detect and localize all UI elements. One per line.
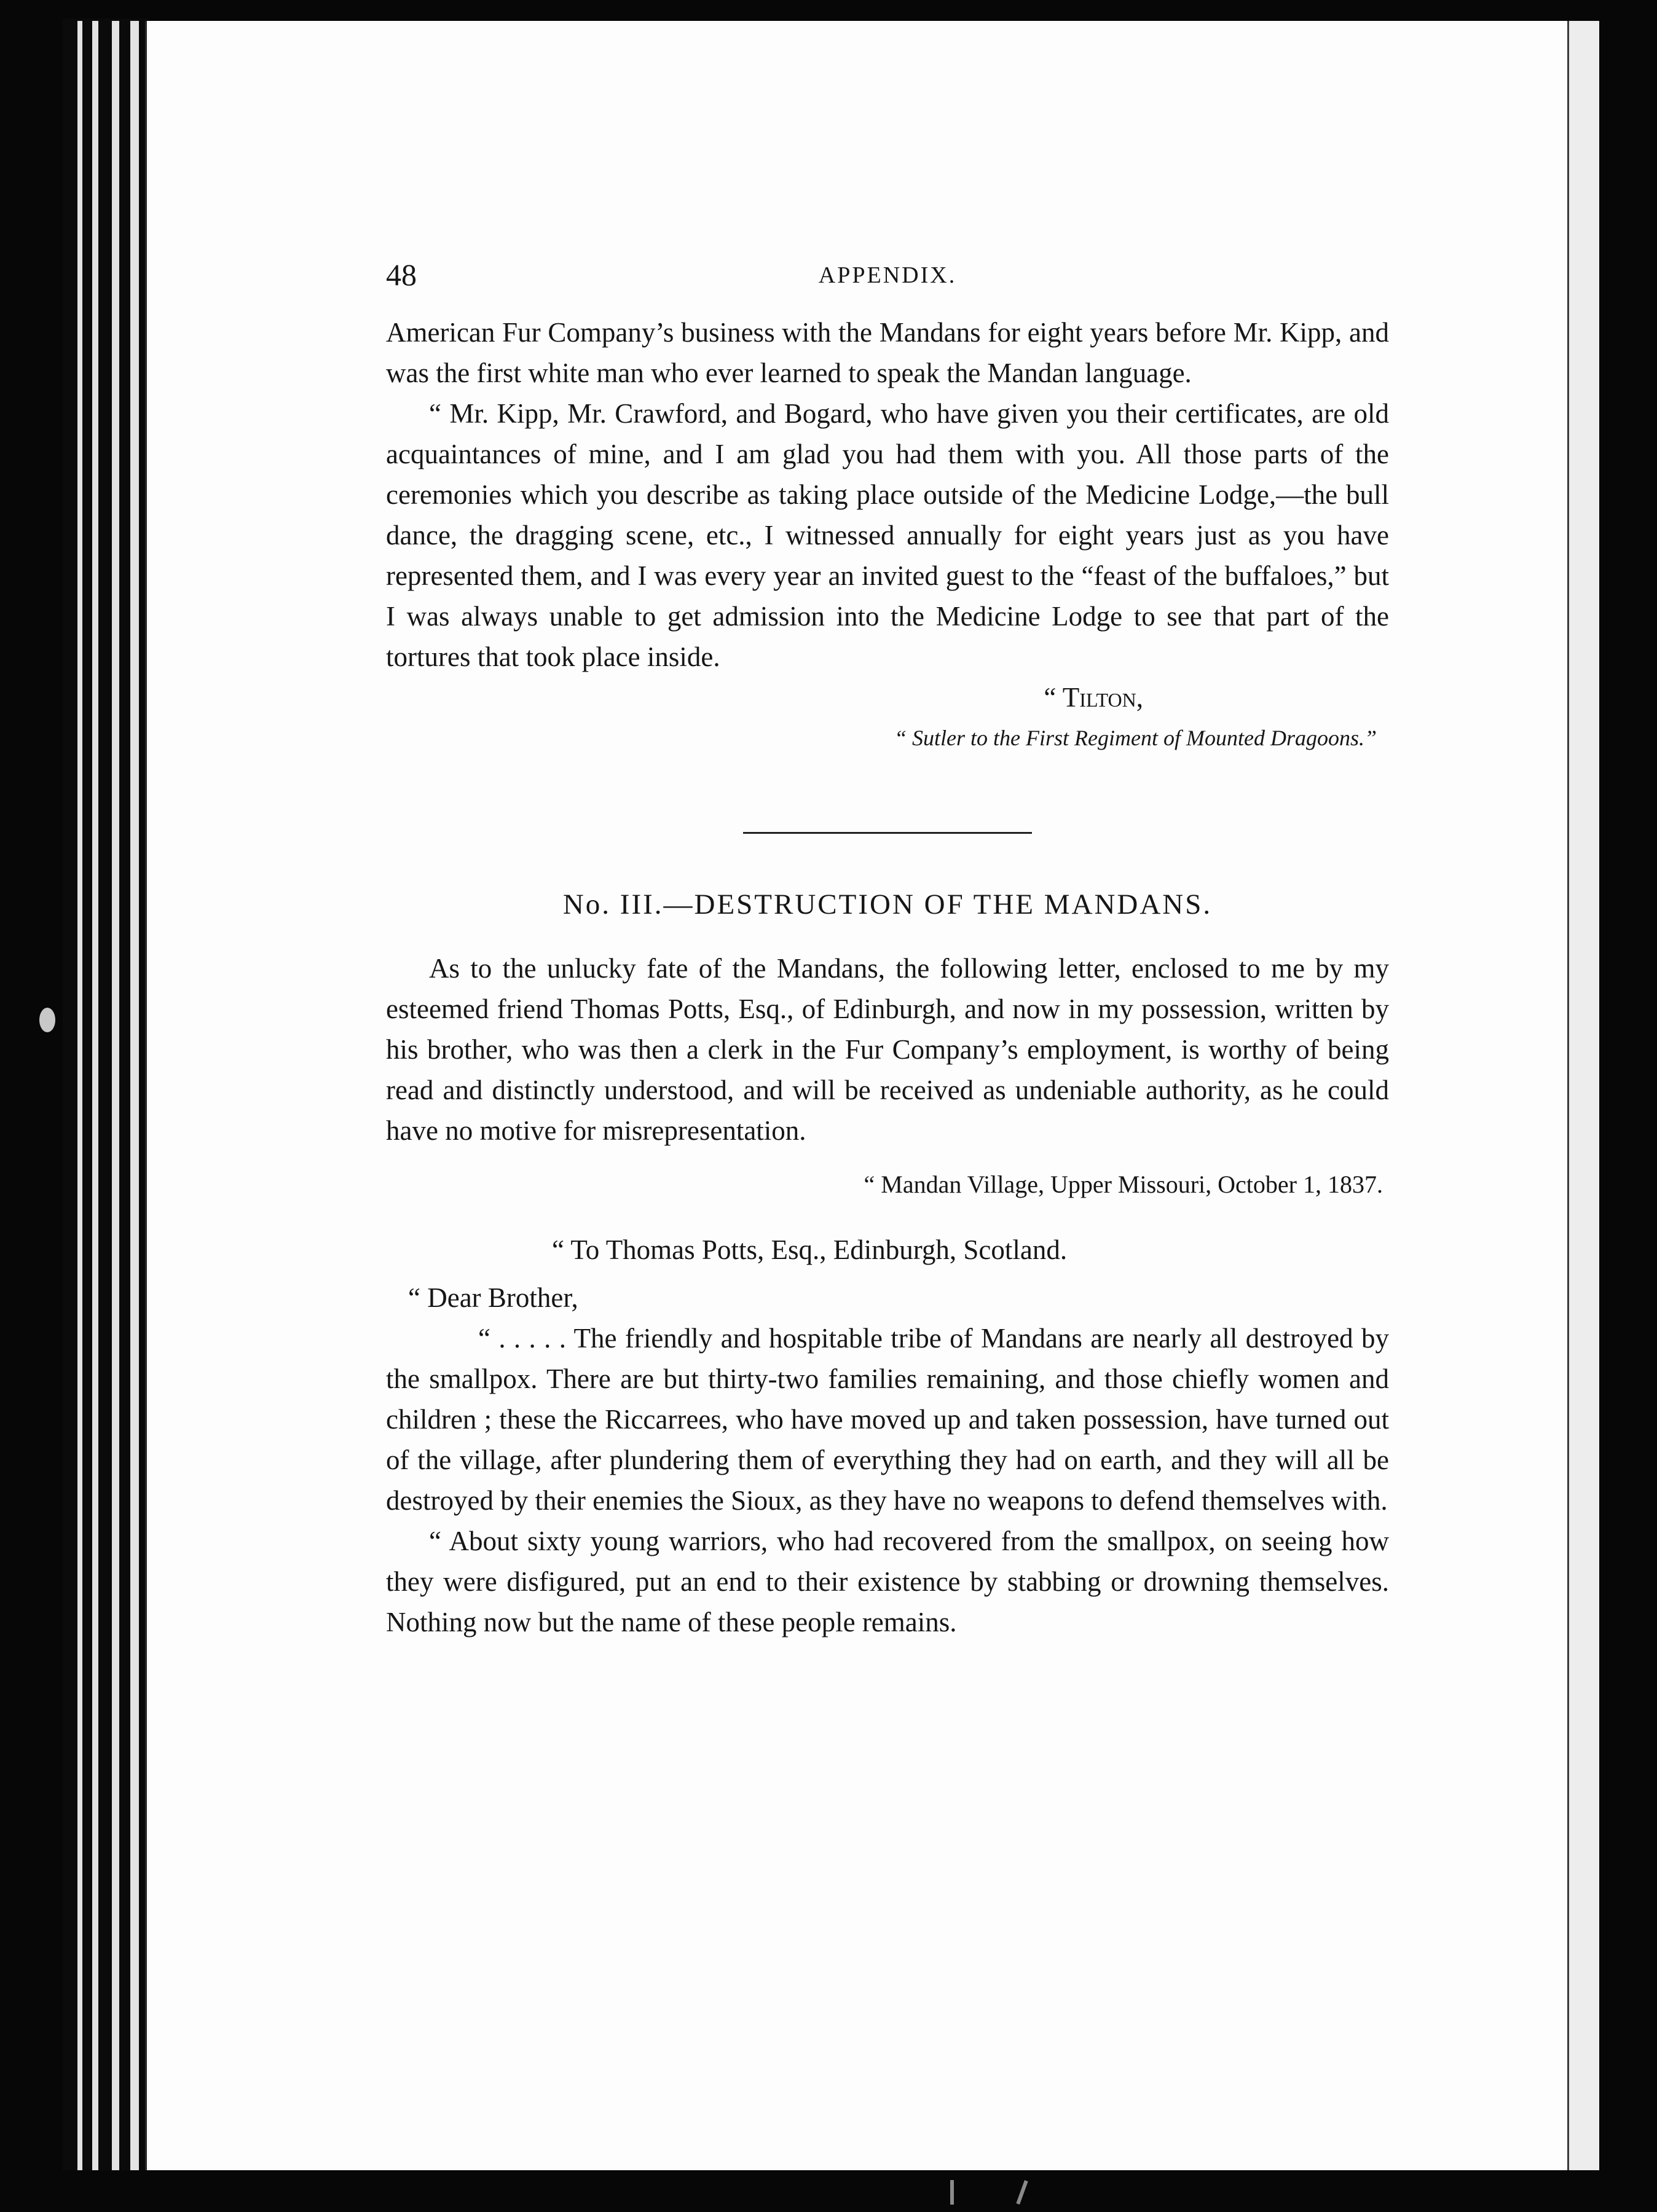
letter-dateline: “ Mandan Village, Upper Missouri, October 1, 1837. — [864, 1171, 1383, 1198]
page-header — [386, 257, 1389, 312]
page-edge — [92, 21, 98, 2171]
scan-right-border — [1599, 0, 1657, 2212]
letter-greeting: “ Dear Brother, — [408, 1282, 578, 1313]
section-divider — [743, 832, 1032, 834]
paragraph: “ . . . . . The friendly and hospitable tribe of Mandans are nearly all destroyed by the smallpox. There are but thirty-two families remaining, and those chiefly women and children ; these the Riccarrees, who have moved up and taken possession, have turned out of the village, after plundering them of everything they had on earth, and they will all be destroyed by their enemies the Sioux, as they have no weapons to defend themselves with. — [386, 1323, 1389, 1516]
page-edge — [77, 21, 82, 2171]
running-title: APPENDIX. — [818, 262, 957, 288]
page-edge — [112, 21, 119, 2171]
paragraph: “ Mr. Kipp, Mr. Crawford, and Bogard, who have given you their certificates, are old acquaintances of mine, and I am glad you had them with you. All those parts of the ceremonies which you describe as taking place outside of the Medicine Lodge,—the bull dance, the dragging scene, etc., I witnessed annually for eight years just as you have represented them, and I was every year an invited guest to the “feast of the buffaloes,” but I was always unable to get admission into the Medicine Lodge to see that part of the tortures that took place inside. — [386, 398, 1389, 672]
facing-page-edge — [1567, 21, 1601, 2171]
paragraph: “ About sixty young warriors, who had recovered from the smallpox, on seeing how they were disfigured, put an end to their existence by stabbing or drowning themselves. Nothing now but the name of these people remains. — [386, 1526, 1389, 1637]
scan-mark — [950, 2180, 954, 2205]
paragraph: American Fur Company’s business with the Mandans for eight years before Mr. Kipp, and was the first white man who ever learned to speak the Mandan language. — [386, 317, 1389, 388]
signature-title: “ Sutler to the First Regiment of Mounted Dragoons.” — [894, 726, 1377, 750]
page-edge — [130, 21, 139, 2171]
section-heading: No. III.—DESTRUCTION OF THE MANDANS. — [562, 888, 1213, 920]
scan-top-border — [0, 0, 1657, 22]
page-number: 48 — [386, 257, 417, 292]
letter-addressee: “ To Thomas Potts, Esq., Edinburgh, Scotland. — [552, 1234, 1068, 1265]
scan-bottom-border — [0, 2170, 1657, 2212]
scan-smudge — [39, 1008, 55, 1032]
scan-left-border — [0, 0, 63, 2212]
paragraph: As to the unlucky fate of the Mandans, the following letter, enclosed to me by my esteemed friend Thomas Potts, Esq., of Edinburgh, and now in my possession, written by his brother, who was then a clerk in the Fur Company’s employment, is worthy of being read and distinctly understood, and will be received as undeniable authority, as he could have no motive for misrepresentation. — [386, 953, 1389, 1146]
signature-name: “ Tilton, — [1044, 682, 1143, 713]
page-content — [386, 257, 1389, 1642]
